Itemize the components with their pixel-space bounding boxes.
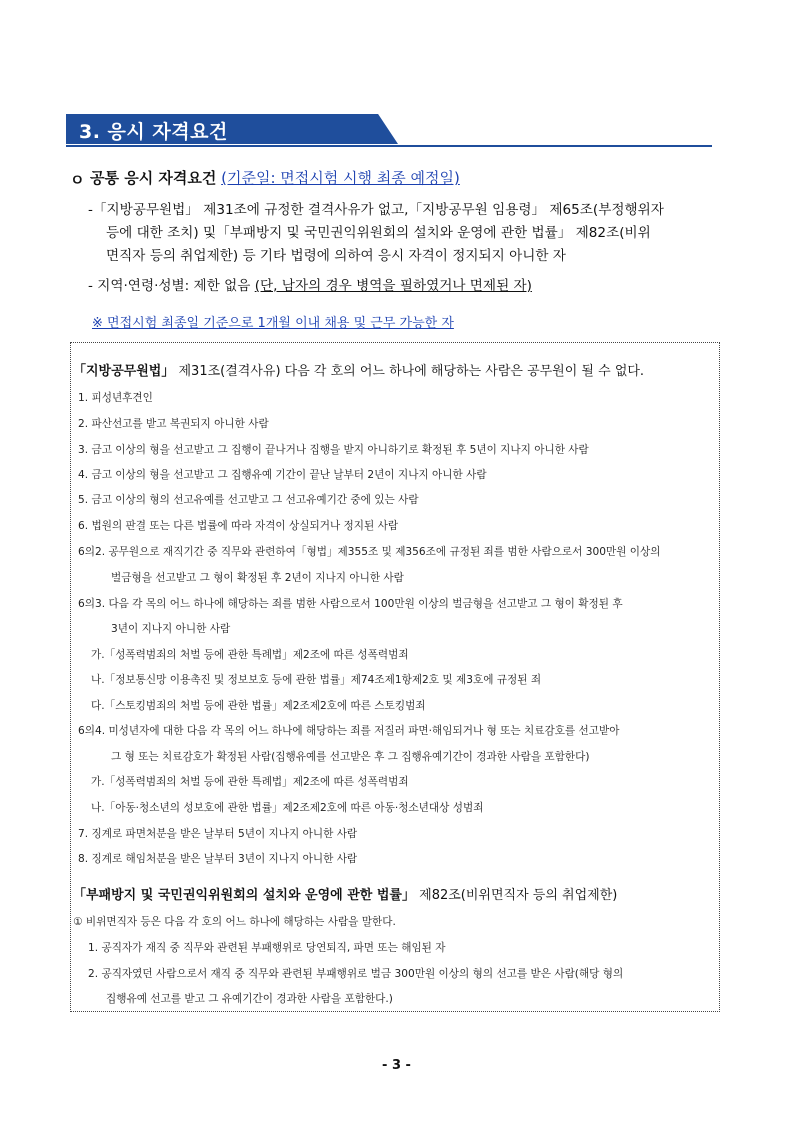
bullet-circle-icon: ㅇ <box>70 171 85 189</box>
law1-item: 그 형 또는 치료감호가 확정된 사람(집행유예를 선고받은 후 그 집행유예기간이 경과한 사람을 포함한다) <box>111 751 590 763</box>
law2-name: 「부패방지 및 국민권익위원회의 설치와 운영에 관한 법률」 <box>73 888 415 903</box>
law1-item: 5. 금고 이상의 형의 선고유예를 선고받고 그 선고유예기간 중에 있는 사람 <box>78 494 419 506</box>
paragraph-line: 면직자 등의 취업제한) 등 기타 법령에 의하여 응시 자격이 정지되지 아니한 자 <box>106 248 566 264</box>
law1-item: 벌금형을 선고받고 그 형이 확정된 후 2년이 지나지 아니한 사람 <box>111 572 404 584</box>
availability-notice: ※ 면접시험 최종일 기준으로 1개월 이내 채용 및 근무 가능한 자 <box>92 316 454 331</box>
section-header <box>66 114 712 150</box>
restriction-line <box>88 275 532 298</box>
basis-date: (기준일: 면접시험 시행 최종 예정일) <box>221 169 460 187</box>
common-requirements-heading <box>90 167 460 188</box>
law1-article: 제31조(결격사유) 다음 각 호의 어느 하나에 해당하는 사람은 공무원이 될 수 없다. <box>174 364 645 379</box>
law1-item: 3. 금고 이상의 형을 선고받고 그 집행이 끝나거나 집행을 받지 아니하기로 확정된 후 5년이 지나지 아니한 사람 <box>78 444 589 456</box>
law2-article: 제82조(비위면직자 등의 취업제한) <box>415 888 618 903</box>
restriction-prefix: - 지역·연령·성별: 제한 없음 <box>88 278 255 294</box>
law1-item: 2. 파산선고를 받고 복권되지 아니한 사람 <box>78 418 269 430</box>
law2-item: ① 비위면직자 등은 다음 각 호의 어느 하나에 해당하는 사람을 말한다. <box>73 916 396 928</box>
paragraph-line: 등에 대한 조치) 및「부패방지 및 국민권익위원회의 설치와 운영에 관한 법률」 제82조(비위 <box>106 225 651 241</box>
law1-heading <box>73 360 644 379</box>
law2-item: 2. 공직자였던 사람으로서 재직 중 직무와 관련된 부패행위로 벌금 300만원 이상의 형의 선고를 받은 사람(해당 형의 <box>88 968 624 980</box>
law1-item: 6. 법원의 판결 또는 다른 법률에 따라 자격이 상실되거나 정지된 사람 <box>78 520 399 532</box>
law1-subitem: 나.「아동·청소년의 성보호에 관한 법률」제2조제2호에 따른 아동·청소년대상 성범죄 <box>91 802 484 814</box>
law1-item: 1. 피성년후견인 <box>78 392 153 404</box>
page-number: - 3 - <box>382 1058 411 1073</box>
law1-item: 6의2. 공무원으로 재직기간 중 직무와 관련하여「형법」제355조 및 제356조에 규정된 죄를 범한 사람으로서 300만원 이상의 <box>78 546 661 558</box>
law1-subitem: 다.「스토킹범죄의 처벌 등에 관한 법률」제2조제2호에 따른 스토킹범죄 <box>91 700 426 712</box>
law1-subitem: 나.「정보통신망 이용촉진 및 정보보호 등에 관한 법률」제74조제1항제2호 및 제3호에 규정된 죄 <box>91 674 542 686</box>
law1-item: 7. 징계로 파면처분을 받은 날부터 5년이 지나지 아니한 사람 <box>78 828 358 840</box>
law1-item: 6의3. 다음 각 목의 어느 하나에 해당하는 죄를 범한 사람으로서 100만원 이상의 벌금형을 선고받고 그 형이 확정된 후 <box>78 598 623 610</box>
law2-heading <box>73 884 617 903</box>
law1-subitem: 가.「성폭력범죄의 처벌 등에 관한 특례법」제2조에 따른 성폭력범죄 <box>91 776 409 788</box>
restriction-condition: (단, 남자의 경우 병역을 필하였거나 면제된 자) <box>254 278 532 294</box>
section-rule <box>66 145 712 147</box>
law2-item: 집행유예 선고를 받고 그 유예기간이 경과한 사람을 포함한다.) <box>106 993 393 1005</box>
law1-subitem: 가.「성폭력범죄의 처벌 등에 관한 특례법」제2조에 따른 성폭력범죄 <box>91 649 409 661</box>
law1-item: 3년이 지나지 아니한 사람 <box>111 623 231 635</box>
law1-item: 4. 금고 이상의 형을 선고받고 그 집행유예 기간이 끝난 날부터 2년이 지나지 아니한 사람 <box>78 469 487 481</box>
law1-name: 「지방공무원법」 <box>73 364 175 379</box>
paragraph-line: -「지방공무원법」 제31조에 규정한 결격사유가 없고,「지방공무원 임용령」 제65조(부정행위자 <box>88 202 664 218</box>
law2-item: 1. 공직자가 재직 중 직무와 관련된 부패행위로 당연퇴직, 파면 또는 해임된 자 <box>88 942 446 954</box>
common-requirements-title: 공통 응시 자격요건 <box>90 169 217 187</box>
section-title: 3. 응시 자격요건 <box>79 121 228 143</box>
law1-item: 8. 징계로 해임처분을 받은 날부터 3년이 지나지 아니한 사람 <box>78 853 358 865</box>
law1-item: 6의4. 미성년자에 대한 다음 각 목의 어느 하나에 해당하는 죄를 저질러 파면·해임되거나 형 또는 치료감호를 선고받아 <box>78 725 620 737</box>
